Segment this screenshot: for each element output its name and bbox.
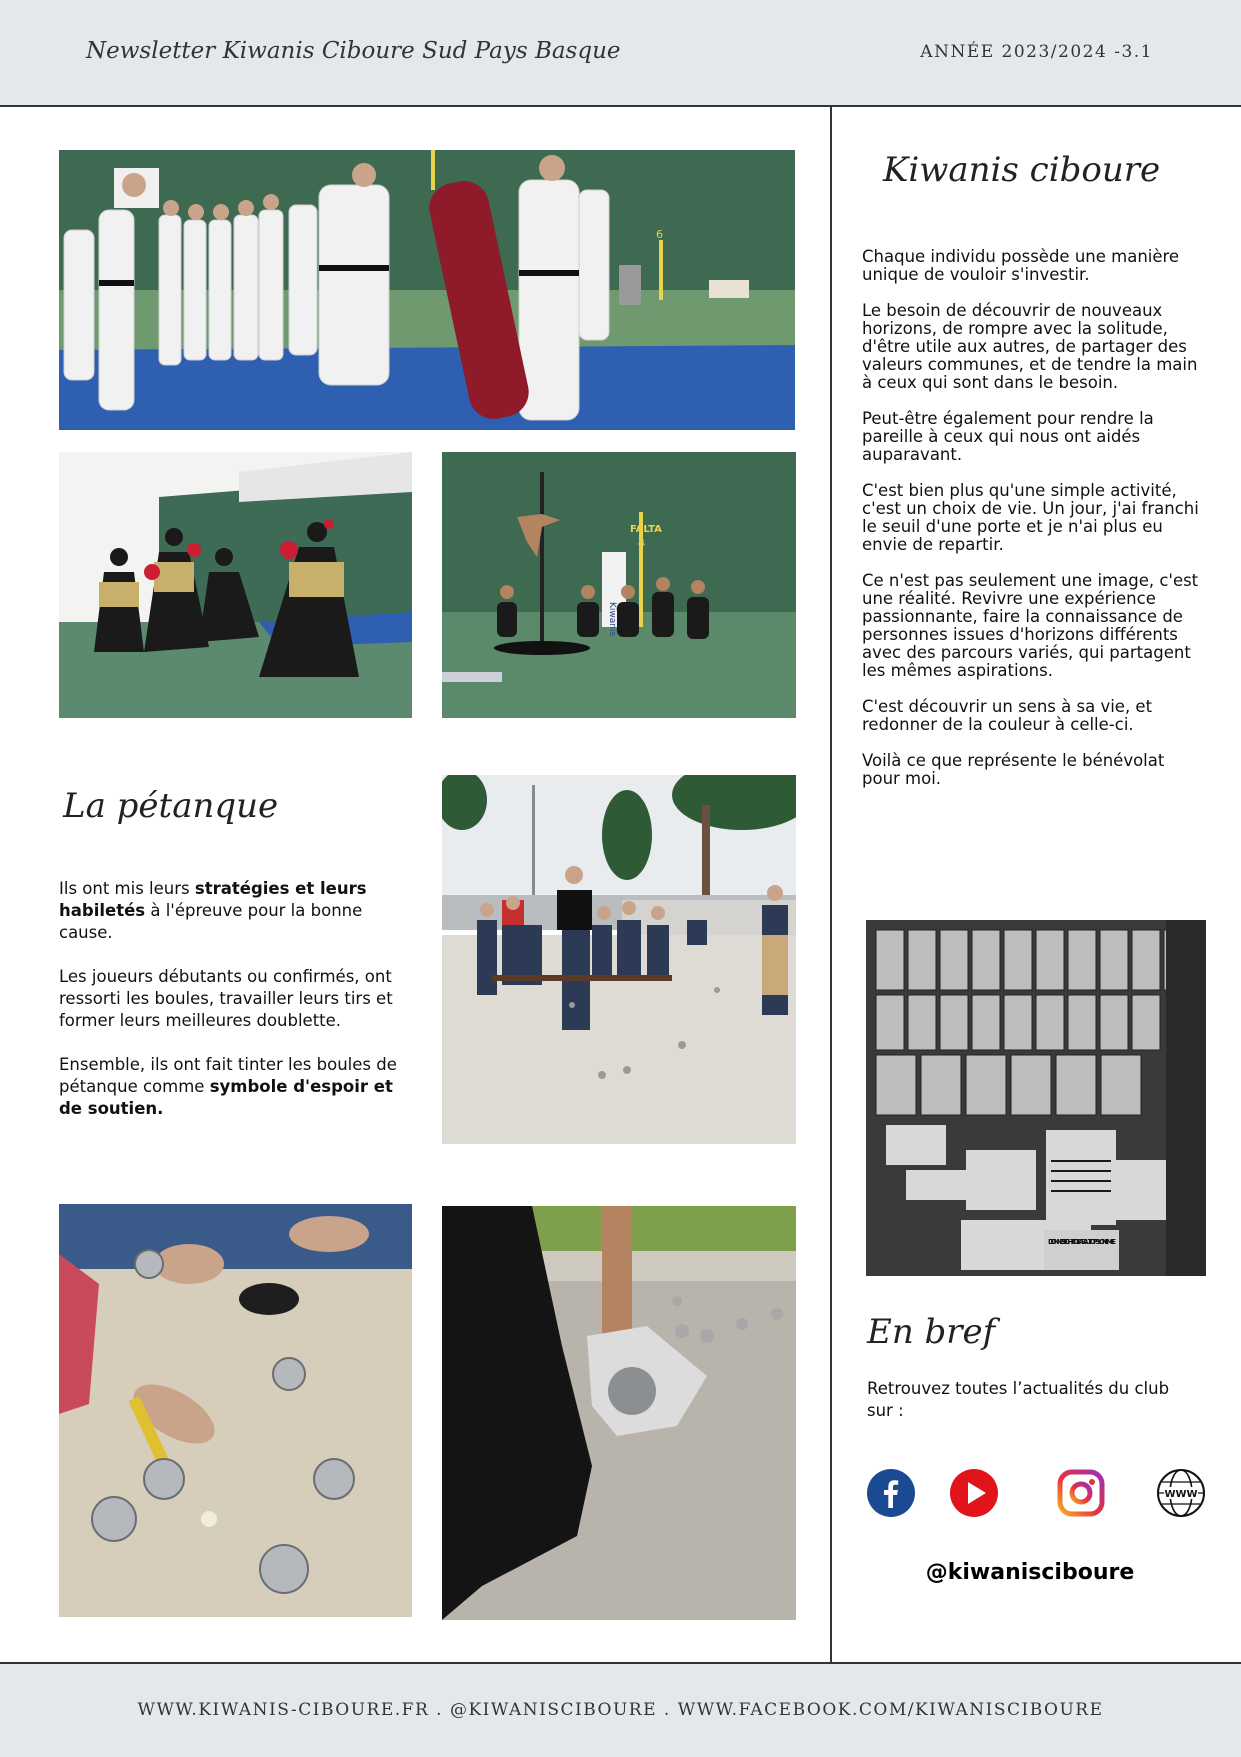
svg-text:4: 4 — [638, 538, 645, 549]
globe-www-icon[interactable] — [1156, 1468, 1206, 1518]
svg-text:DIONNES FIGHT TO BAR AUTOPSY O: DIONNES FIGHT TO BAR AUTOPSY ON EMILIE — [1048, 1238, 1116, 1246]
newsletter-year: ANNÉE 2023/2024 -3.1 — [920, 42, 1153, 62]
photo-newsstand — [866, 920, 1206, 1276]
facebook-icon[interactable] — [866, 1468, 916, 1518]
photo-pole-dance — [442, 452, 796, 718]
sidebar-text — [862, 248, 1207, 806]
petanque-text — [59, 878, 409, 1142]
newsletter-title: Newsletter Kiwanis Ciboure Sud Pays Basque — [86, 38, 621, 64]
en-bref-heading: En bref — [867, 1312, 996, 1352]
svg-text:6: 6 — [656, 228, 663, 241]
photo-boule-throw — [442, 1206, 796, 1620]
sidebar-paragraph: Peut-être également pour rendre la pareille à ceux qui nous ont aidés auparavant. — [862, 409, 1154, 464]
svg-text:Kiwanis: Kiwanis — [607, 602, 617, 637]
petanque-heading: La pétanque — [63, 786, 279, 826]
youtube-icon[interactable] — [949, 1468, 999, 1518]
social-handle[interactable]: @kiwanisciboure — [925, 1560, 1135, 1585]
sidebar-heading: Kiwanis ciboure — [883, 150, 1161, 190]
instagram-icon[interactable] — [1056, 1468, 1106, 1518]
sidebar-paragraph: Ce n'est pas seulement une image, c'est une réalité. Revivre une expérience passionnante, faire la connaissance de personnes issues d'horizons différents avec des parcours variés, qui partagent les mêmes aspirations. — [862, 571, 1199, 680]
en-bref-text: Retrouvez toutes l’actualités du club sur : — [867, 1379, 1170, 1420]
photo-petanque-players — [442, 775, 796, 1144]
sidebar-paragraph: C'est découvrir un sens à sa vie, et redonner de la couleur à celle-ci. — [862, 697, 1153, 734]
page-footer — [0, 1662, 1241, 1757]
petanque-paragraph-2: Les joueurs débutants ou confirmés, ont ressorti les boules, travailler leurs tirs et former leurs meilleures doublette. — [59, 967, 393, 1030]
petanque-paragraph-3: Ensemble, ils ont fait tinter les boules de pétanque comme symbole d'espoir et de soutien. — [59, 1055, 397, 1118]
footer-links[interactable]: WWW.KIWANIS-CIBOURE.FR . @KIWANISCIBOURE . WWW.FACEBOOK.COM/KIWANISCIBOURE — [137, 1700, 1104, 1720]
petanque-paragraph-1: Ils ont mis leurs stratégies et leurs habiletés à l'épreuve pour la bonne cause. — [59, 879, 367, 942]
photo-flamenco-dancers — [59, 452, 412, 718]
column-divider — [830, 106, 832, 1662]
sidebar-paragraph: Chaque individu possède une manière unique de vouloir s'investir. — [862, 247, 1180, 284]
photo-karate — [59, 150, 795, 430]
sidebar-paragraph: Le besoin de découvrir de nouveaux horizons, de rompre avec la solitude, d'être utile aux autres, de partager des valeurs communes, et de tendre la main à ceux qui sont dans le besoin. — [862, 301, 1198, 392]
photo-boules-measuring — [59, 1204, 412, 1617]
svg-text:WWW: WWW — [1164, 1489, 1198, 1500]
page-header — [0, 0, 1241, 107]
sidebar-paragraph: C'est bien plus qu'une simple activité, c'est un choix de vie. Un jour, j'ai franchi le seuil d'une porte et je n'ai plus eu envie de repartir. — [862, 481, 1199, 554]
svg-text:FALTA: FALTA — [630, 524, 662, 535]
sidebar-paragraph: Voilà ce que représente le bénévolat pour moi. — [862, 751, 1165, 788]
